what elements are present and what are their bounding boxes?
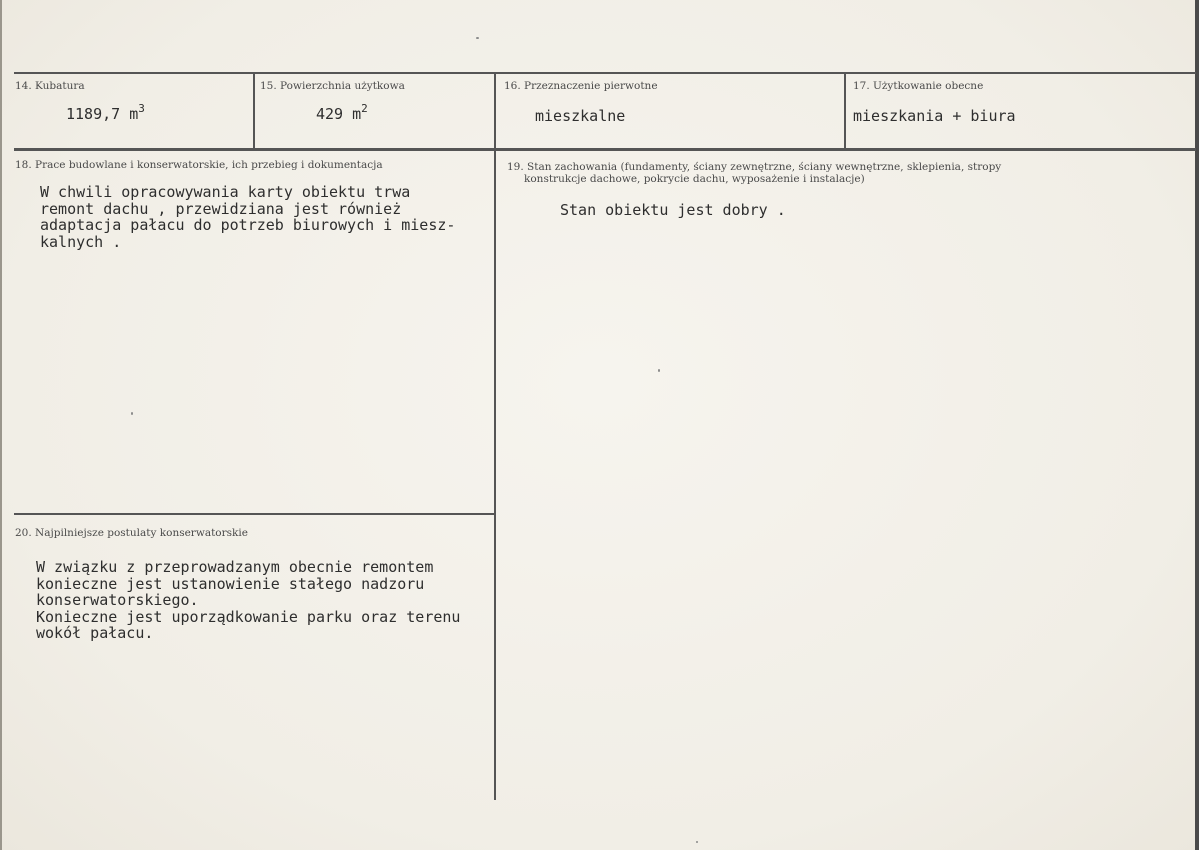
divider-15-16 <box>494 72 496 150</box>
postulaty-label: 20. Najpilniejsze postulaty konserwatorskie <box>15 527 248 539</box>
powierzchnia-label: 15. Powierzchnia użytkowa <box>260 80 405 92</box>
page-left-edge <box>0 0 2 850</box>
postulaty-line: W związku z przeprowadzanym obecnie remontem <box>36 558 434 576</box>
postulaty-line: konserwatorskiego. <box>36 591 199 609</box>
page-right-edge <box>1195 0 1199 850</box>
paper-speck <box>658 369 660 372</box>
powierzchnia-value <box>316 102 368 123</box>
prace-line: adaptacja pałacu do potrzeb biurowych i miesz- <box>40 216 456 234</box>
paper-speck <box>476 37 479 39</box>
postulaty-line: konieczne jest ustanowienie stałego nadzoru <box>36 574 425 593</box>
paper-speck <box>696 841 698 843</box>
divider-16-17 <box>844 72 846 150</box>
kubatura-number: 1189,7 m <box>66 105 139 123</box>
powierzchnia-number: 429 m <box>316 105 362 123</box>
kubatura-label: 14. Kubatura <box>15 80 85 92</box>
prace-line: remont dachu , przewidziana jest również <box>40 199 402 218</box>
stan-label-line-2: konstrukcje dachowe, pokrycie dachu, wyposażenie i instalacje) <box>524 173 865 185</box>
kubatura-unit-exponent: 3 <box>138 102 145 115</box>
top-row-top-border <box>14 72 1196 74</box>
prace-line: W chwili opracowywania karty obiektu trwa <box>40 183 411 201</box>
top-row-bottom-border <box>14 148 1196 151</box>
przeznaczenie-value: mieszkalne <box>535 107 626 125</box>
postulaty-line: Konieczne jest uporządkowanie parku oraz terenu <box>36 607 461 626</box>
prace-label: 18. Prace budowlane i konserwatorskie, ich przebieg i dokumentacja <box>15 159 383 171</box>
stan-value: Stan obiektu jest dobry . <box>560 201 786 219</box>
section-18-20-divider <box>14 513 495 515</box>
uzytkowanie-value: mieszkania + biura <box>853 107 1016 125</box>
postulaty-text <box>36 559 460 642</box>
prace-line: kalnych . <box>40 232 122 251</box>
divider-14-15 <box>253 72 255 150</box>
divider-main-columns <box>494 148 496 800</box>
powierzchnia-unit-exponent: 2 <box>361 102 368 115</box>
kubatura-value <box>66 102 145 123</box>
postulaty-line: wokół pałacu. <box>36 624 154 642</box>
prace-text <box>40 184 455 250</box>
uzytkowanie-label: 17. Użytkowanie obecne <box>853 80 984 92</box>
przeznaczenie-label: 16. Przeznaczenie pierwotne <box>504 80 658 92</box>
paper-speck <box>131 412 133 415</box>
stan-label-line-1: 19. Stan zachowania (fundamenty, ściany zewnętrzne, ściany wewnętrzne, sklepienia, stropy <box>507 161 1002 173</box>
